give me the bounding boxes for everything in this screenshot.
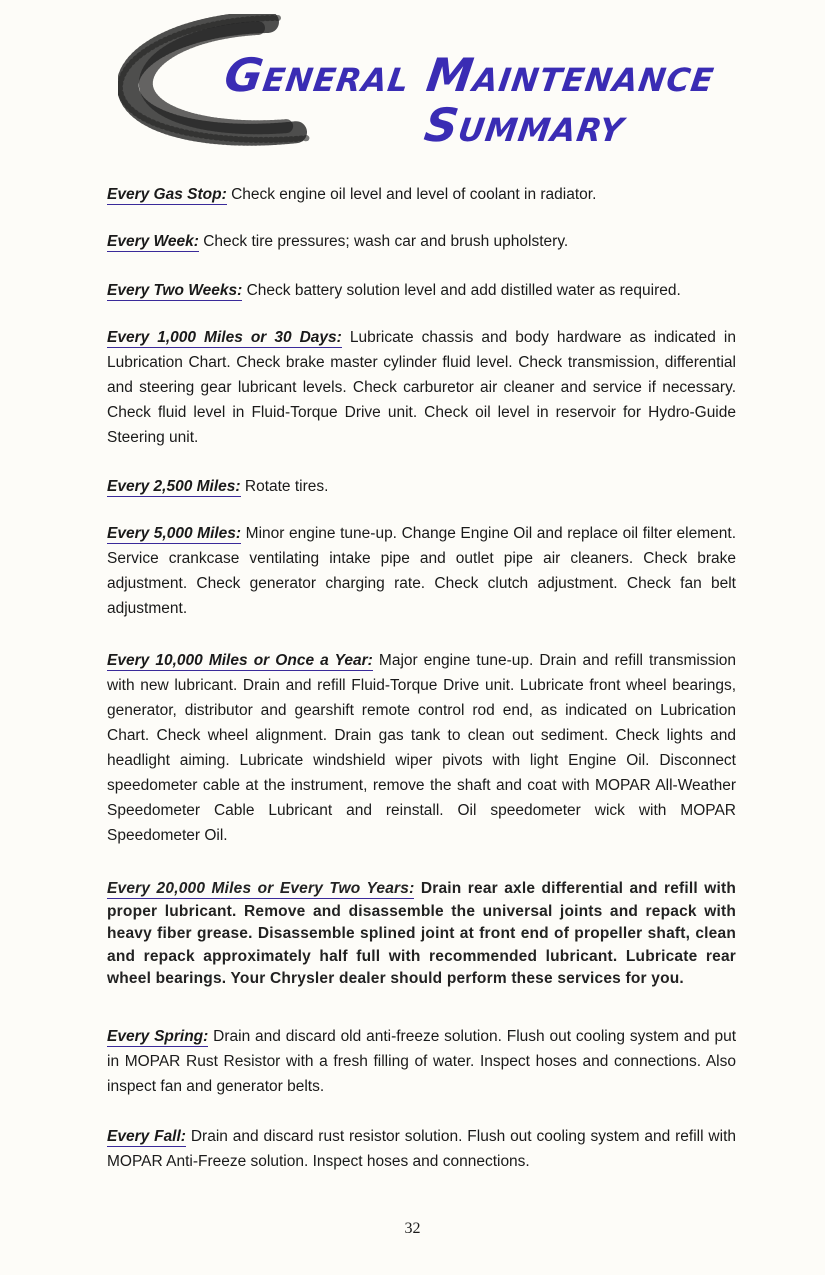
section-label: Every 20,000 Miles or Every Two Years:	[107, 880, 415, 897]
section-spring	[107, 1024, 736, 1099]
section-text: Rotate tires.	[244, 478, 329, 495]
section-text: Check battery solution level and add distilled water as required.	[246, 282, 681, 299]
section-text: Major engine tune-up. Drain and refill transmission with new lubricant. Drain and refill Fluid-Torque Drive unit. Lubricate front wheel bearings, generator, distributor and gearshift remote control rod end, as indicated on Lubrication Chart. Check wheel alignment. Drain gas tank to clean out sediment. Check lights and headlight aiming. Lubricate windshield wiper pivots with light Engine Oil. Disconnect speedometer cable at the instrument, remove the shaft and coat with MOPAR All-Weather Speedometer Cable Lubricant and reinstall. Oil speedometer wick with MOPAR Speedometer Oil.	[107, 652, 737, 844]
section-two-weeks	[107, 278, 736, 303]
section-text: Lubricate chassis and body hardware as indicated in Lubrication Chart. Check brake master cylinder fluid level. Check transmission, differential and steering gear lubricant levels. Check carburetor air cleaner and service if necessary. Check fluid level in Fluid-Torque Drive unit. Check oil level in reservoir for Hydro-Guide Steering unit.	[107, 329, 736, 446]
section-2500-miles	[107, 474, 736, 499]
section-text: Check engine oil level and level of coolant in radiator.	[231, 186, 597, 203]
section-week	[107, 229, 736, 254]
page-number: 32	[404, 1220, 421, 1237]
section-label: Every Fall:	[107, 1128, 186, 1145]
section-label: Every 5,000 Miles:	[107, 525, 242, 542]
section-10000-miles	[107, 648, 736, 848]
section-label: Every Spring:	[107, 1028, 209, 1045]
section-text: Drain rear axle differential and refill with proper lubricant. Remove and disassemble the universal joints and repack with heavy fiber grease. Disassemble splined joint at front end of propeller shaft, clean and repack approximately half full with recommended lubricant. Lubricate rear wheel bearings. Your Chrysler dealer should perform these services for you.	[107, 880, 737, 987]
section-label: Every 10,000 Miles or Once a Year:	[107, 652, 373, 669]
section-label: Every Gas Stop:	[107, 186, 227, 203]
section-text: Minor engine tune-up. Change Engine Oil and replace oil filter element. Service crankcase ventilating intake pipe and outlet pipe air cleaners. Check brake adjustment. Check generator charging rate. Check clutch adjustment. Check fan belt adjustment.	[107, 525, 736, 617]
title-line-1: General Maintenance	[221, 48, 719, 102]
section-fall	[107, 1124, 736, 1174]
section-5000-miles	[107, 521, 736, 621]
section-label: Every Week:	[107, 233, 199, 250]
title-line-2: Summary	[421, 98, 629, 152]
section-label: Every Two Weeks:	[107, 282, 243, 299]
section-20000-miles	[107, 878, 736, 991]
section-text: Drain and discard old anti-freeze solution. Flush out cooling system and put in MOPAR Rust Resistor with a fresh filling of water. Inspect hoses and connections. Also inspect fan and generator belts.	[107, 1028, 737, 1095]
section-label: Every 2,500 Miles:	[107, 478, 241, 495]
section-1000-miles	[107, 325, 736, 450]
section-gas-stop	[107, 182, 736, 207]
section-label: Every 1,000 Miles or 30 Days:	[107, 329, 342, 346]
section-text: Check tire pressures; wash car and brush upholstery.	[203, 233, 569, 250]
section-text: Drain and discard rust resistor solution. Flush out cooling system and refill with MOPAR Anti-Freeze solution. Inspect hoses and connections.	[107, 1128, 736, 1170]
